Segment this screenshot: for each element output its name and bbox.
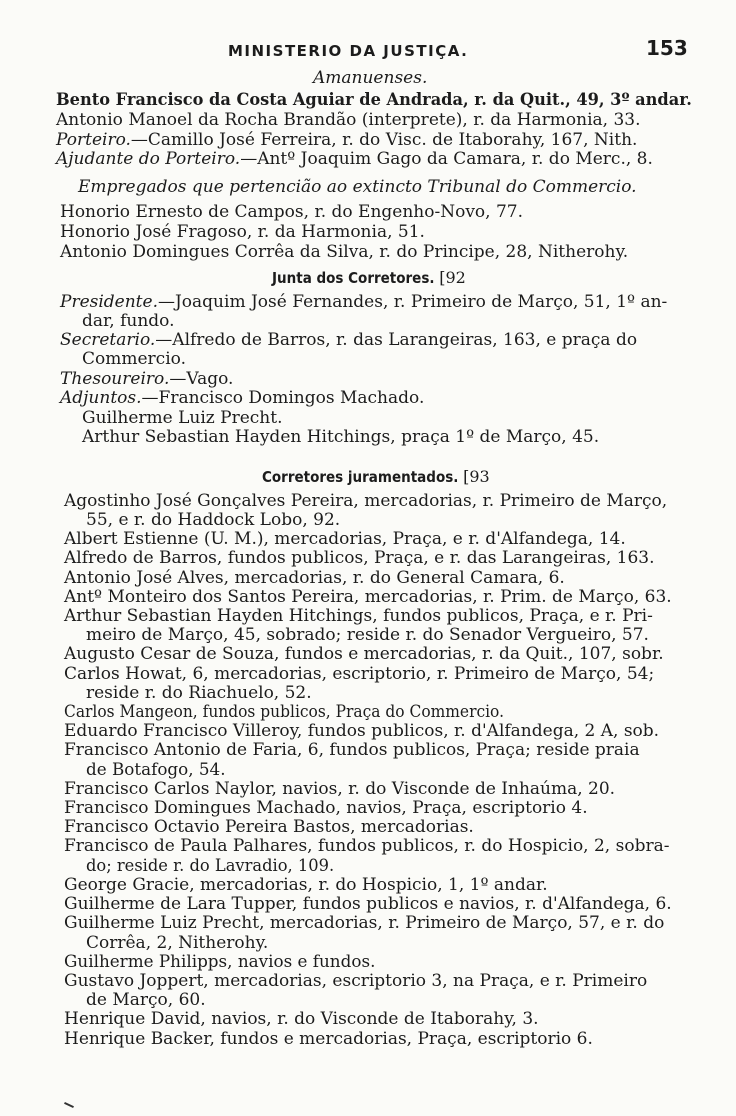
list-item: Francisco Domingues Machado, navios, Praça, escriptorio 4. — [64, 798, 588, 818]
list-item: Carlos Howat, 6, mercadorias, escriptorio, r. Primeiro de Março, 54; — [64, 664, 655, 684]
list-item: Antonio Manoel da Rocha Brandão (interprete), r. da Harmonia, 33. — [56, 110, 641, 130]
page-header — [0, 36, 736, 66]
list-item: Albert Estienne (U. M.), mercadorias, Praça, e r. d'Alfandega, 14. — [64, 529, 626, 549]
list-item: Agostinho José Gonçalves Pereira, mercadorias, r. Primeiro de Março, — [64, 491, 668, 511]
heading-text: Junta dos Corretores. — [272, 269, 435, 287]
list-item-continuation: meiro de Março, 45, sobrado; reside r. do Senador Vergueiro, 57. — [86, 625, 649, 645]
section-heading-empregados: Empregados que pertencião ao extincto Tribunal do Commercio. — [78, 177, 637, 197]
list-item — [60, 331, 637, 350]
list-item — [60, 293, 667, 312]
heading-ref: [92 — [439, 268, 466, 287]
role-title: Adjuntos. — [60, 388, 142, 408]
list-item: Antonio José Alves, mercadorias, r. do General Camara, 6. — [64, 568, 565, 588]
role-text: —Francisco Domingos Machado. — [141, 388, 425, 408]
list-item: Alfredo de Barros, fundos publicos, Praça, e r. das Larangeiras, 163. — [64, 548, 655, 568]
list-item: Carlos Mangeon, fundos publicos, Praça do Commercio. — [64, 702, 505, 722]
role-title: Thesoureiro. — [60, 369, 170, 389]
list-item: Augusto Cesar de Souza, fundos e mercadorias, r. da Quit., 107, sobr. — [64, 644, 664, 664]
list-item-continuation: reside r. do Riachuelo, 52. — [86, 683, 312, 703]
list-item-continuation: de Botafogo, 54. — [86, 760, 226, 780]
role-text: —Alfredo de Barros, r. das Larangeiras, 163, e praça do — [155, 330, 638, 350]
list-item-continuation: Corrêa, 2, Nitherohy. — [86, 933, 269, 953]
role-text: —Joaquim José Fernandes, r. Primeiro de Março, 51, 1º an- — [157, 292, 668, 312]
list-item — [56, 131, 637, 150]
list-item: George Gracie, mercadorias, r. do Hospicio, 1, 1º andar. — [64, 875, 548, 895]
list-item: Arthur Sebastian Hayden Hitchings, fundos publicos, Praça, e r. Pri- — [64, 606, 653, 626]
list-item: Francisco Carlos Naylor, navios, r. do Visconde de Inhaúma, 20. — [64, 779, 616, 799]
list-item — [60, 370, 233, 389]
list-item-continuation: do; reside r. do Lavradio, 109. — [86, 856, 335, 876]
list-item: Henrique David, navios, r. do Visconde de Itaborahy, 3. — [64, 1009, 539, 1029]
list-item: Francisco Octavio Pereira Bastos, mercadorias. — [64, 817, 474, 837]
heading-ref: [93 — [463, 467, 490, 486]
section-heading-amanuenses: Amanuenses. — [313, 68, 428, 88]
list-item: Bento Francisco da Costa Aguiar de Andrada, r. da Quit., 49, 3º andar. — [56, 90, 692, 110]
list-item-continuation: 55, e r. do Haddock Lobo, 92. — [86, 510, 341, 530]
role-title: Presidente. — [60, 292, 158, 312]
list-item-continuation: Commercio. — [82, 349, 186, 369]
list-item: Antonio Domingues Corrêa da Silva, r. do Principe, 28, Nitherohy. — [60, 242, 629, 262]
list-item: Guilherme Luiz Precht. — [82, 408, 283, 428]
page-number: 153 — [646, 36, 688, 60]
list-item — [56, 150, 653, 169]
list-item: Honorio José Fragoso, r. da Harmonia, 51. — [60, 222, 425, 242]
list-item: Francisco de Paula Palhares, fundos publicos, r. do Hospicio, 2, sobra- — [64, 836, 670, 856]
list-item: Eduardo Francisco Villeroy, fundos publicos, r. d'Alfandega, 2 A, sob. — [64, 721, 660, 741]
heading-text: Corretores juramentados. — [262, 468, 459, 486]
role-text: —Vago. — [169, 369, 234, 389]
list-item: Henrique Backer, fundos e mercadorias, Praça, escriptorio 6. — [64, 1029, 593, 1049]
list-item: Francisco Antonio de Faria, 6, fundos publicos, Praça; reside praia — [64, 740, 640, 760]
role-text: —Antº Joaquim Gago da Camara, r. do Merc., 8. — [240, 149, 653, 169]
list-item: Gustavo Joppert, mercadorias, escriptorio 3, na Praça, e r. Primeiro — [64, 971, 648, 991]
section-heading-junta — [272, 268, 466, 287]
list-item: Honorio Ernesto de Campos, r. do Engenho-Novo, 77. — [60, 202, 524, 222]
list-item: Arthur Sebastian Hayden Hitchings, praça 1º de Março, 45. — [82, 427, 600, 447]
running-title: MINISTERIO DA JUSTIÇA. — [228, 42, 469, 60]
role-title: Ajudante do Porteiro. — [56, 149, 241, 169]
list-item: Guilherme Philipps, navios e fundos. — [64, 952, 376, 972]
section-heading-corretores — [262, 467, 490, 486]
role-title: Porteiro. — [56, 130, 131, 150]
list-item: Guilherme de Lara Tupper, fundos publicos e navios, r. d'Alfandega, 6. — [64, 894, 672, 914]
list-item — [60, 389, 424, 408]
list-item-continuation: de Março, 60. — [86, 990, 206, 1010]
role-title: Secretario. — [60, 330, 156, 350]
list-item-continuation: dar, fundo. — [82, 311, 175, 331]
list-item: Antº Monteiro dos Santos Pereira, mercadorias, r. Prim. de Março, 63. — [64, 587, 672, 607]
stray-mark — [64, 1102, 74, 1108]
list-item: Guilherme Luiz Precht, mercadorias, r. Primeiro de Março, 57, e r. do — [64, 913, 665, 933]
role-text: —Camillo José Ferreira, r. do Visc. de Itaborahy, 167, Nith. — [130, 130, 638, 150]
